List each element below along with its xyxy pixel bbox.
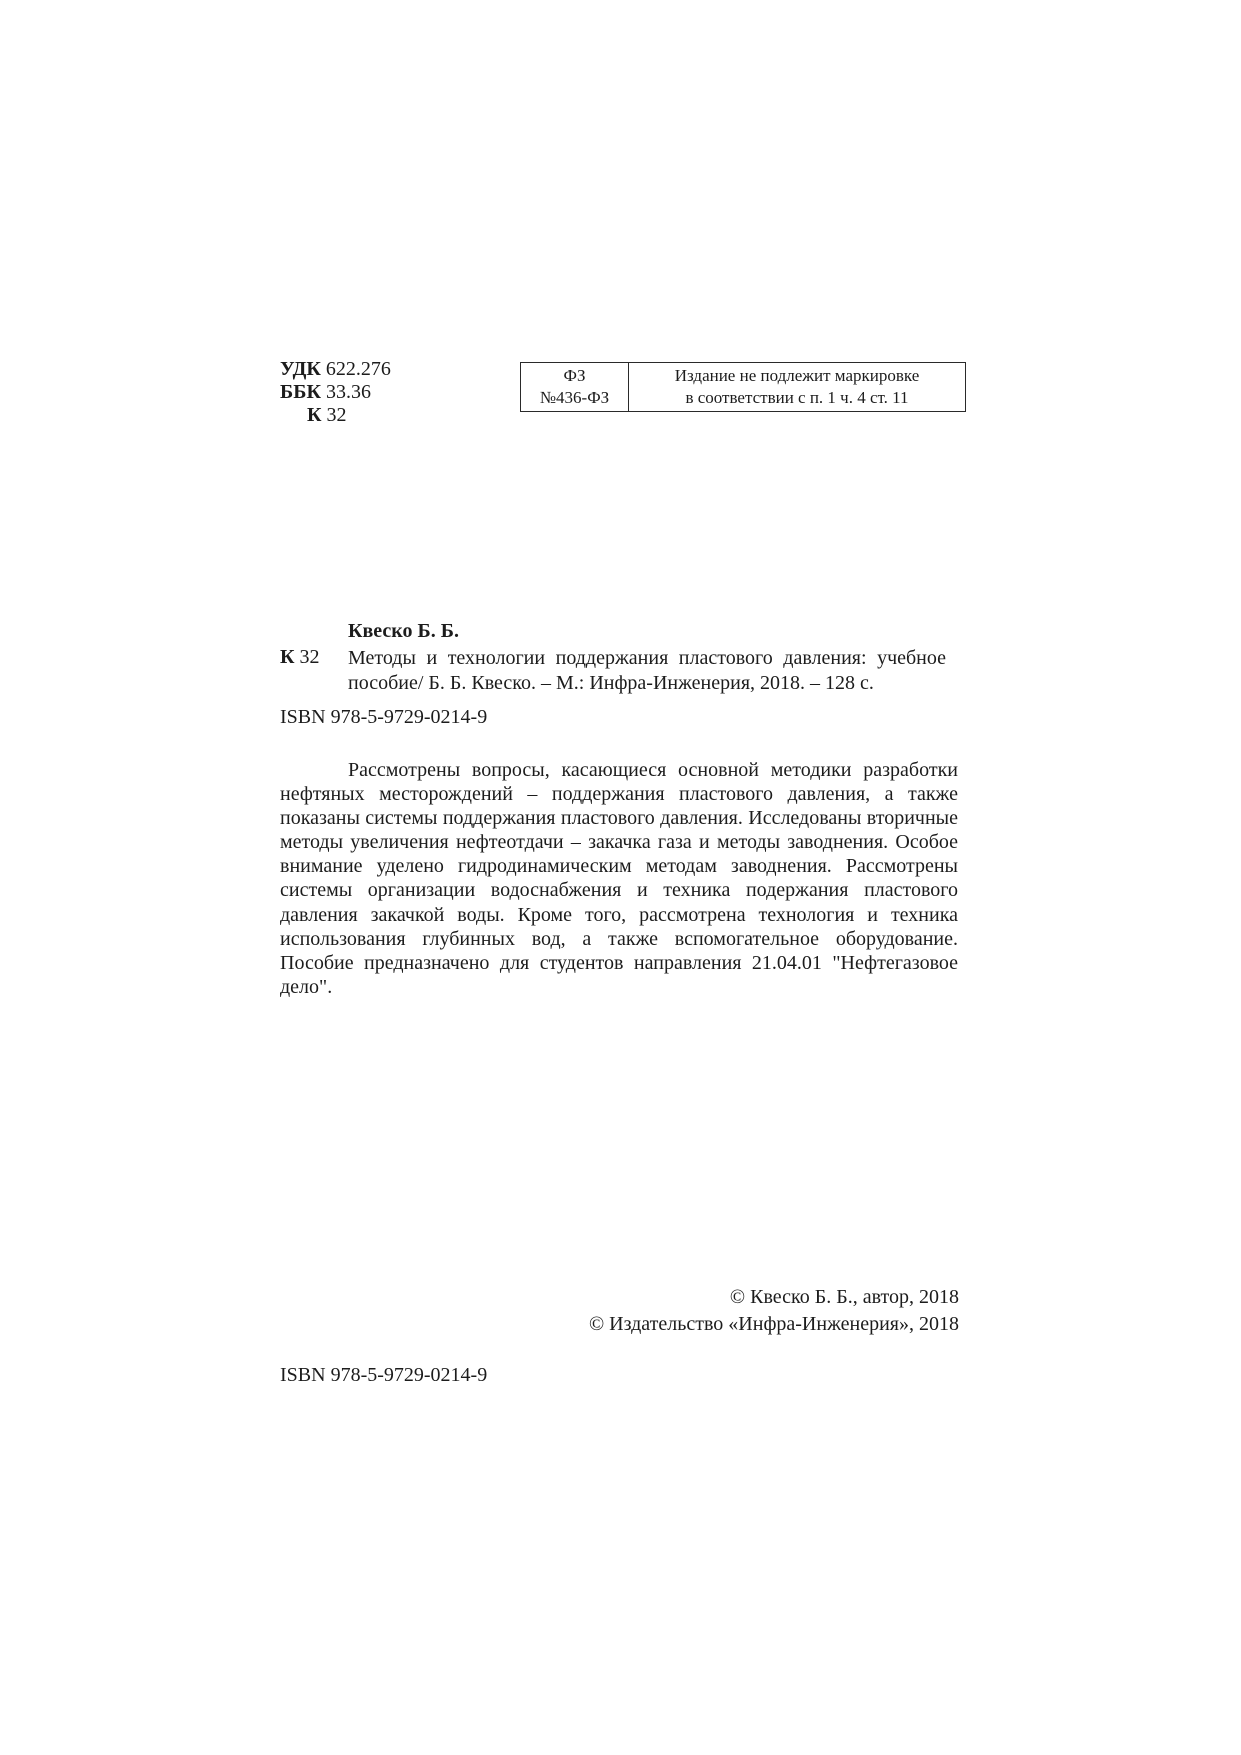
bibliography-index bbox=[280, 646, 320, 669]
author-mark-line bbox=[307, 404, 347, 426]
marking-notice-box bbox=[520, 362, 966, 412]
note-line-1: Издание не подлежит маркировке bbox=[674, 366, 920, 385]
law-line-1: ФЗ bbox=[563, 366, 586, 385]
marking-note-cell bbox=[629, 363, 965, 411]
note-line-2: в соответствии с п. 1 ч. 4 ст. 11 bbox=[685, 388, 909, 407]
bibliography-index-label: К bbox=[280, 646, 295, 668]
abstract-paragraph: Рассмотрены вопросы, касающиеся основной методики разработки нефтяных месторождений – поддержания пластового давления, а также показаны системы поддержания пластового давления. Исследованы вторичные методы увеличения нефтеотдачи – закачка газа и методы заводнения. Особое внимание уделено гидродинамическим методам заводнения. Рассмотрены системы организации водоснабжения и техника подержания пластового давления закачкой воды. Кроме того, рассмотрена технология и техника использования глубинных вод, а также вспомогательное оборудование. Пособие предназначено для студентов направления 21.04.01 "Нефтегазовое дело". bbox=[280, 759, 958, 998]
author-mark-value: 32 bbox=[326, 404, 347, 426]
bibliographic-description bbox=[348, 646, 946, 696]
copyright-publisher: © Издательство «Инфра-Инженерия», 2018 bbox=[588, 1313, 959, 1335]
udk-value: 622.276 bbox=[325, 358, 391, 380]
law-reference-cell bbox=[521, 363, 629, 411]
isbn-bottom: ISBN 978-5-9729-0214-9 bbox=[280, 1364, 488, 1386]
isbn-top: ISBN 978-5-9729-0214-9 bbox=[280, 706, 488, 728]
udk-line bbox=[280, 358, 391, 380]
bibliography-line-2: пособие/ Б. Б. Квеско. – М.: Инфра-Инженерия, 2018. – 128 с. bbox=[348, 672, 874, 694]
bibliography-line-1: Методы и технологии поддержания пластового давления: учебное bbox=[348, 647, 946, 669]
bibliography-index-value: 32 bbox=[299, 646, 320, 668]
bbk-label: ББК bbox=[280, 381, 321, 403]
bbk-line bbox=[280, 381, 371, 403]
udk-label: УДК bbox=[280, 358, 321, 380]
author-mark-label: К bbox=[307, 404, 322, 426]
author-heading: Квеско Б. Б. bbox=[348, 620, 460, 642]
law-line-2: №436-ФЗ bbox=[539, 388, 610, 407]
bbk-value: 33.36 bbox=[325, 381, 371, 403]
copyright-author: © Квеско Б. Б., автор, 2018 bbox=[729, 1286, 959, 1308]
